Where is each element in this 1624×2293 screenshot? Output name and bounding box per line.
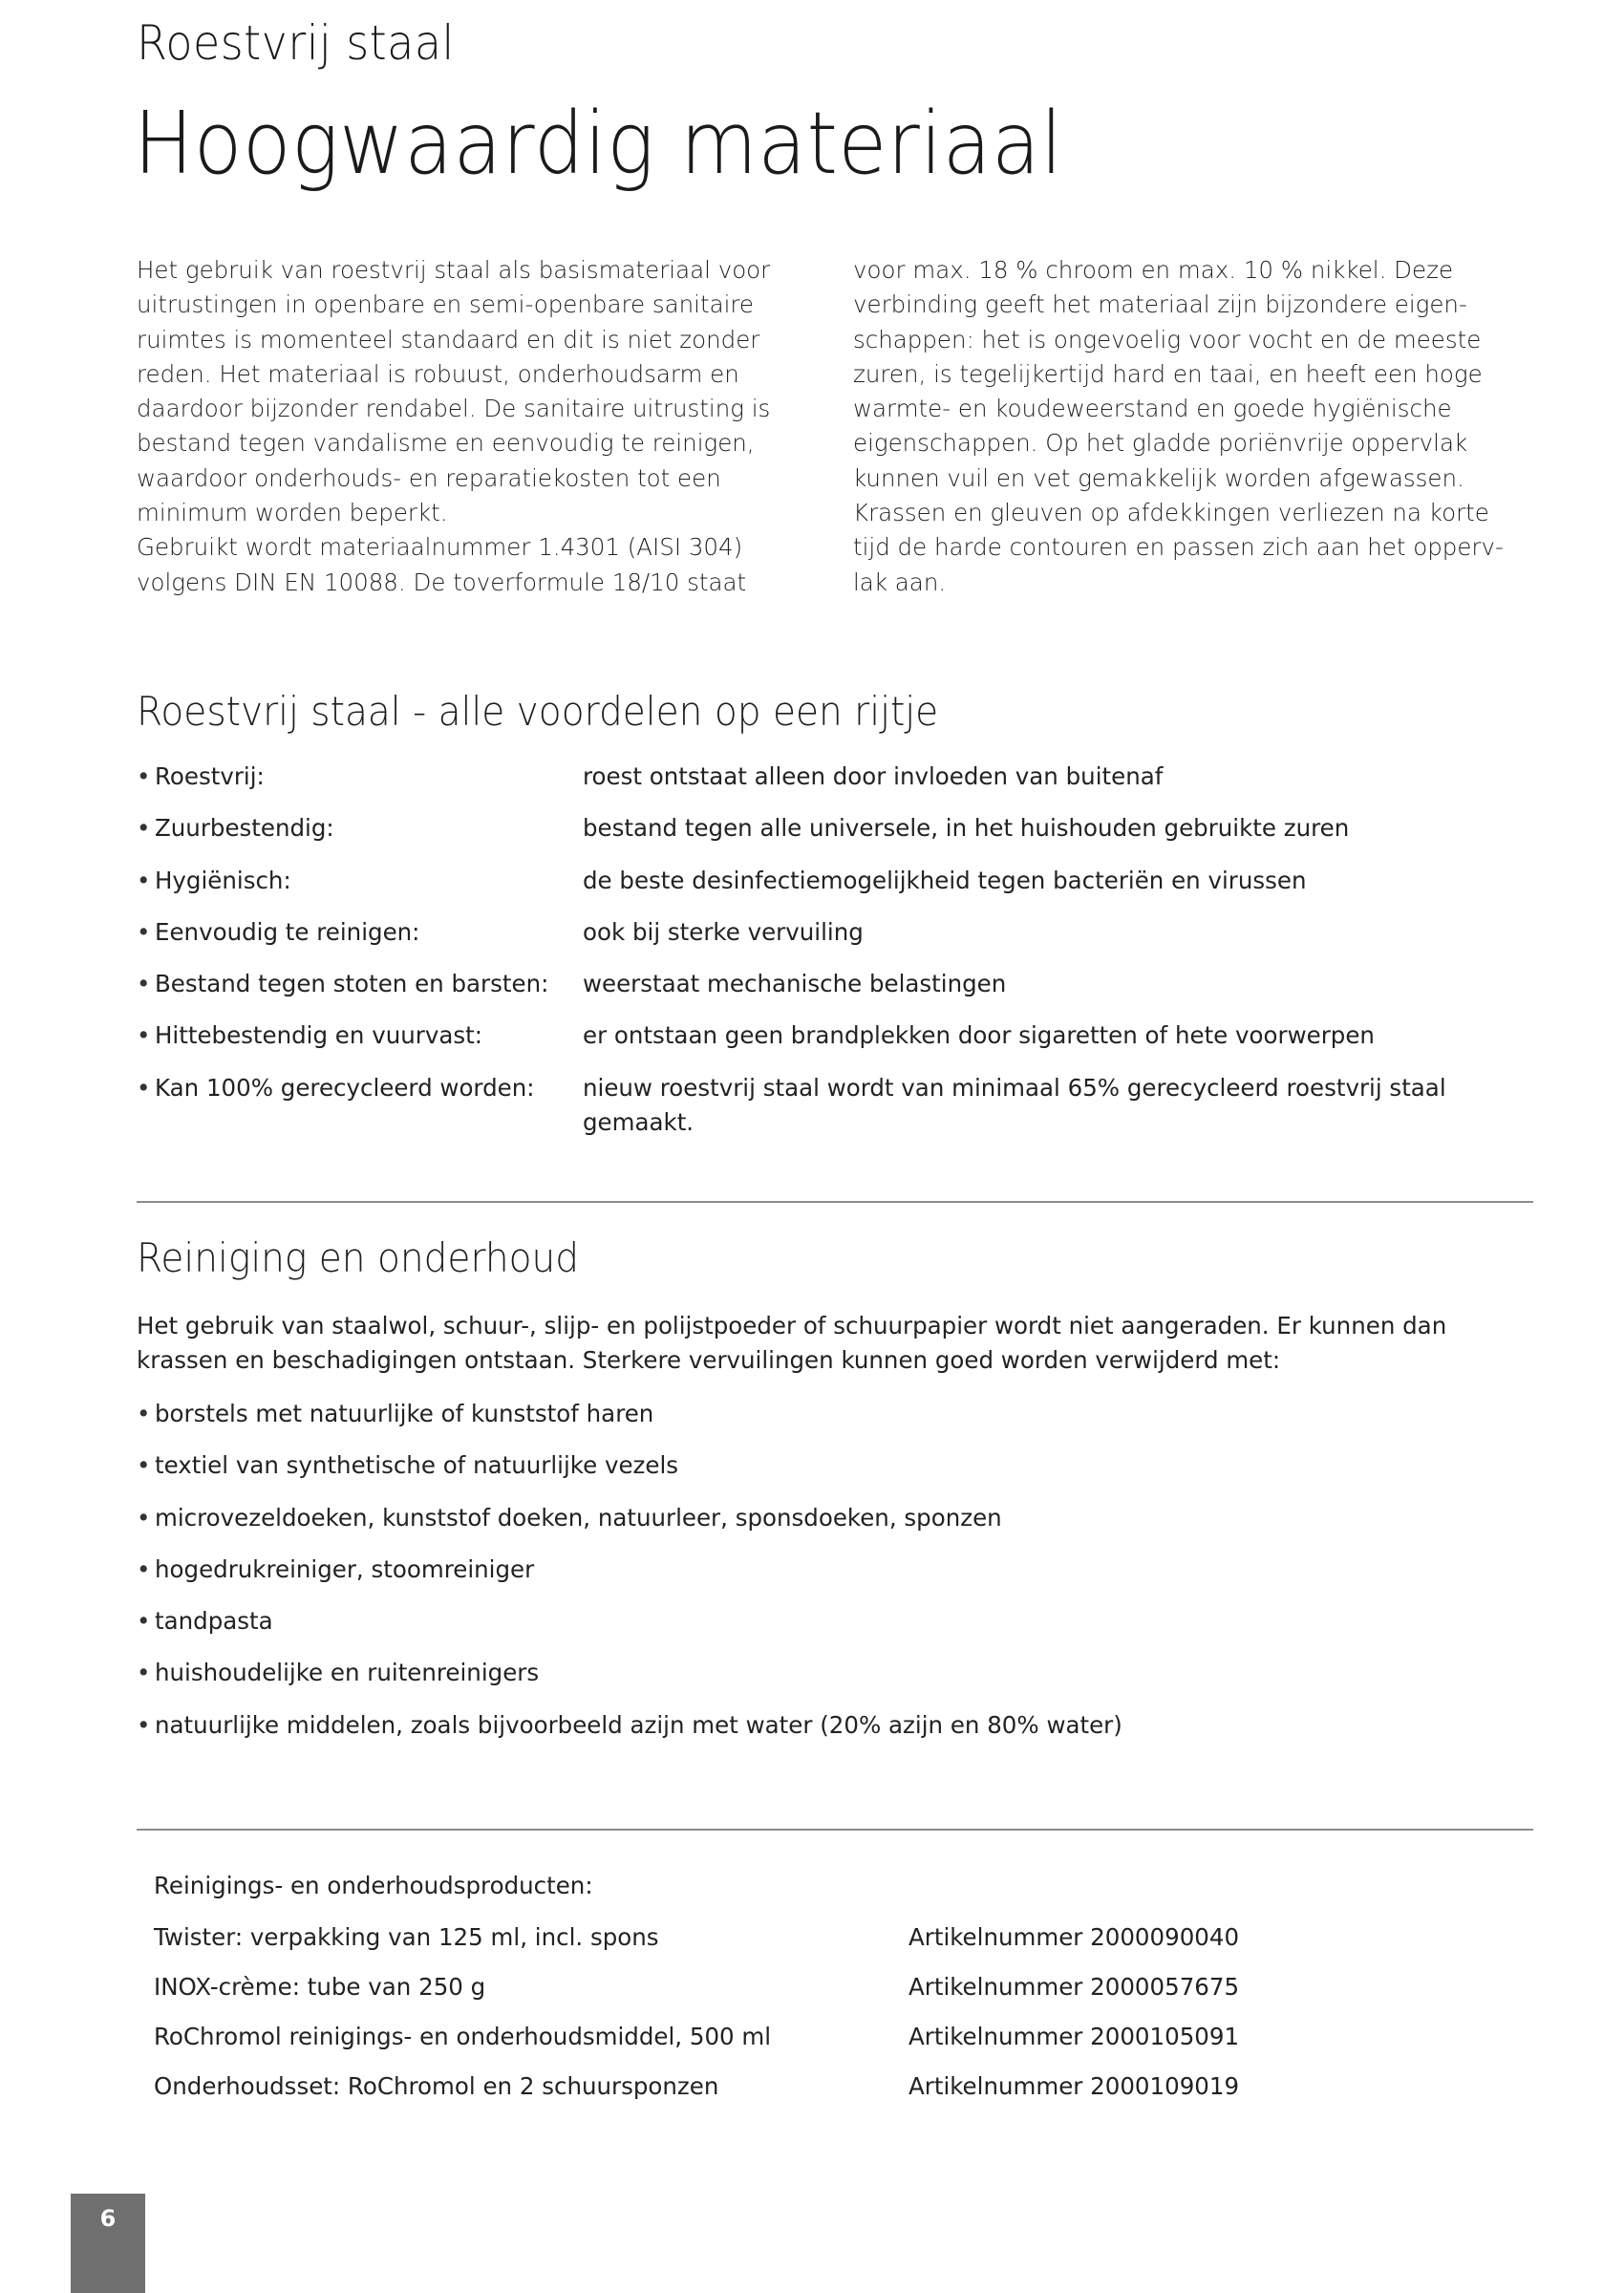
intro-line: schappen: het is ongevoelig voor vocht en de meeste bbox=[853, 325, 1482, 354]
products-title: Reinigings- en onderhoudsproducten: bbox=[154, 1872, 593, 1899]
cleaning-list-item bbox=[137, 1604, 1122, 1656]
cleaning-list-item bbox=[137, 1708, 1122, 1760]
bullet-icon: • bbox=[137, 814, 151, 843]
product-row bbox=[154, 1920, 1396, 1970]
cleaning-item-text: textiel van synthetische of natuurlijke vezels bbox=[155, 1451, 679, 1480]
advantages-list bbox=[137, 760, 1531, 1140]
product-row bbox=[154, 1970, 1396, 2020]
intro-line: lak aan. bbox=[853, 568, 947, 596]
bullet-icon: • bbox=[137, 866, 151, 894]
product-article-number: Artikelnummer 2000090040 bbox=[908, 1923, 1240, 1951]
advantage-value: weerstaat mechanische belastingen bbox=[583, 970, 1007, 998]
advantage-row bbox=[137, 967, 1531, 1018]
product-article-number: Artikelnummer 2000105091 bbox=[908, 2023, 1240, 2050]
advantage-label: Hygiënisch: bbox=[155, 866, 291, 894]
advantage-label: Hittebestendig en vuurvast: bbox=[155, 1021, 482, 1050]
product-article-number: Artikelnummer 2000109019 bbox=[908, 2072, 1240, 2100]
cleaning-list-item bbox=[137, 1656, 1122, 1707]
intro-line: zuren, is tegelijkertijd hard en taai, en heeft een hoge bbox=[853, 359, 1483, 388]
section-divider bbox=[137, 1829, 1533, 1831]
advantage-value: bestand tegen alle universele, in het huishouden gebruikte zuren bbox=[583, 814, 1350, 843]
intro-line: warmte- en koudeweerstand en goede hygiënische bbox=[853, 395, 1452, 423]
advantage-label: Eenvoudig te reinigen: bbox=[155, 917, 420, 946]
cleaning-item-text: tandpasta bbox=[155, 1607, 273, 1636]
bullet-icon: • bbox=[137, 1451, 151, 1480]
intro-line: bestand tegen vandalisme en eenvoudig te reinigen, bbox=[137, 429, 755, 458]
bullet-icon: • bbox=[137, 1659, 151, 1687]
cleaning-list-item bbox=[137, 1553, 1122, 1604]
intro-line: verbinding geeft het materiaal zijn bijzondere eigen- bbox=[853, 290, 1467, 319]
product-name: INOX-crème: tube van 250 g bbox=[154, 1973, 486, 2001]
advantages-heading: Roestvrij staal - alle voordelen op een rijtje bbox=[137, 688, 939, 735]
bullet-icon: • bbox=[137, 917, 151, 946]
cleaning-list-item bbox=[137, 1397, 1122, 1448]
advantage-row bbox=[137, 811, 1531, 863]
intro-line: volgens DIN EN 10088. De toverformule 18/10 staat bbox=[137, 568, 747, 596]
intro-line: kunnen vuil en vet gemakkelijk worden afgewassen. bbox=[853, 463, 1464, 492]
intro-line: Het gebruik van roestvrij staal als basismateriaal voor bbox=[137, 256, 771, 284]
product-article-number: Artikelnummer 2000057675 bbox=[908, 1973, 1240, 2001]
bullet-icon: • bbox=[137, 1073, 151, 1102]
product-name: RoChromol reinigings- en onderhoudsmiddel, 500 ml bbox=[154, 2023, 772, 2050]
advantage-label: Zuurbestendig: bbox=[155, 814, 334, 843]
product-row bbox=[154, 2069, 1396, 2119]
cleaning-item-text: hogedrukreiniger, stoomreiniger bbox=[155, 1554, 535, 1583]
cleaning-intro bbox=[137, 1309, 1541, 1379]
bullet-icon: • bbox=[137, 762, 151, 790]
intro-column-right bbox=[853, 253, 1560, 600]
cleaning-item-text: natuurlijke middelen, zoals bijvoorbeeld azijn met water (20% azijn en 80% water) bbox=[155, 1710, 1122, 1739]
cleaning-item-text: borstels met natuurlijke of kunststof haren bbox=[155, 1400, 654, 1427]
intro-line: minimum worden beperkt. bbox=[137, 499, 448, 527]
page-number: 6 bbox=[99, 2205, 117, 2232]
intro-line: ruimtes is momenteel standaard en dit is niet zonder bbox=[137, 325, 760, 354]
advantage-label: Kan 100% gerecycleerd worden: bbox=[155, 1073, 535, 1102]
intro-column-left bbox=[137, 253, 805, 600]
page-number-tab bbox=[71, 2194, 145, 2293]
bullet-icon: • bbox=[137, 1710, 151, 1739]
advantage-value: de beste desinfectiemogelijkheid tegen bacteriën en virussen bbox=[583, 866, 1307, 894]
intro-line: waardoor onderhouds- en reparatiekosten tot een bbox=[137, 463, 721, 492]
products-table bbox=[154, 1869, 1396, 2119]
bullet-icon: • bbox=[137, 1554, 151, 1583]
bullet-icon: • bbox=[137, 1503, 151, 1532]
advantage-value: ook bij sterke vervuiling bbox=[583, 917, 864, 946]
intro-line: reden. Het materiaal is robuust, onderhoudsarm en bbox=[137, 359, 739, 388]
advantage-value: roest ontstaat alleen door invloeden van buitenaf bbox=[583, 762, 1164, 790]
advantage-row bbox=[137, 760, 1531, 811]
product-row bbox=[154, 2020, 1396, 2069]
advantage-label: Roestvrij: bbox=[155, 762, 265, 790]
cleaning-list-item bbox=[137, 1501, 1122, 1553]
advantage-value: nieuw roestvrij staal wordt van minimaal 65% gerecycleerd roestvrij staal gemaakt. bbox=[583, 1073, 1446, 1136]
advantage-row bbox=[137, 915, 1531, 967]
intro-line: eigenschappen. Op het gladde poriënvrije oppervlak bbox=[853, 429, 1468, 458]
intro-line: tijd de harde contouren en passen zich aan het opperv- bbox=[853, 533, 1504, 562]
bullet-icon: • bbox=[137, 1400, 151, 1427]
cleaning-list-item bbox=[137, 1448, 1122, 1500]
advantage-value: er ontstaan geen brandplekken door sigaretten of hete voorwerpen bbox=[583, 1021, 1375, 1050]
intro-line: uitrustingen in openbare en semi-openbare sanitaire bbox=[137, 290, 755, 319]
section-divider bbox=[137, 1201, 1533, 1203]
page-kicker: Roestvrij staal bbox=[137, 15, 455, 71]
bullet-icon: • bbox=[137, 970, 151, 998]
cleaning-intro-line: Het gebruik van staalwol, schuur-, slijp- en polijstpoeder of schuurpapier wordt niet aangeraden. Er kunnen dan bbox=[137, 1312, 1447, 1339]
cleaning-item-text: huishoudelijke en ruitenreinigers bbox=[155, 1659, 540, 1687]
intro-line: Krassen en gleuven op afdekkingen verliezen na korte bbox=[853, 499, 1489, 527]
advantage-label: Bestand tegen stoten en barsten: bbox=[155, 970, 549, 998]
cleaning-intro-line: krassen en beschadigingen ontstaan. Sterkere vervuilingen kunnen goed worden verwijderd met: bbox=[137, 1346, 1281, 1375]
product-name: Onderhoudsset: RoChromol en 2 schuursponzen bbox=[154, 2072, 719, 2100]
intro-line: voor max. 18 % chroom en max. 10 % nikkel. Deze bbox=[853, 256, 1454, 284]
advantage-row bbox=[137, 1018, 1531, 1070]
page-title: Hoogwaardig materiaal bbox=[134, 94, 1063, 194]
bullet-icon: • bbox=[137, 1607, 151, 1636]
intro-line: daardoor bijzonder rendabel. De sanitaire uitrusting is bbox=[137, 395, 771, 423]
cleaning-list bbox=[137, 1397, 1122, 1760]
advantage-row bbox=[137, 864, 1531, 915]
bullet-icon: • bbox=[137, 1021, 151, 1050]
cleaning-item-text: microvezeldoeken, kunststof doeken, natuurleer, sponsdoeken, sponzen bbox=[155, 1503, 1002, 1532]
advantage-row bbox=[137, 1071, 1531, 1140]
intro-line: Gebruikt wordt materiaalnummer 1.4301 (AISI 304) bbox=[137, 533, 743, 562]
product-name: Twister: verpakking van 125 ml, incl. spons bbox=[154, 1923, 659, 1951]
cleaning-heading: Reiniging en onderhoud bbox=[137, 1234, 580, 1281]
